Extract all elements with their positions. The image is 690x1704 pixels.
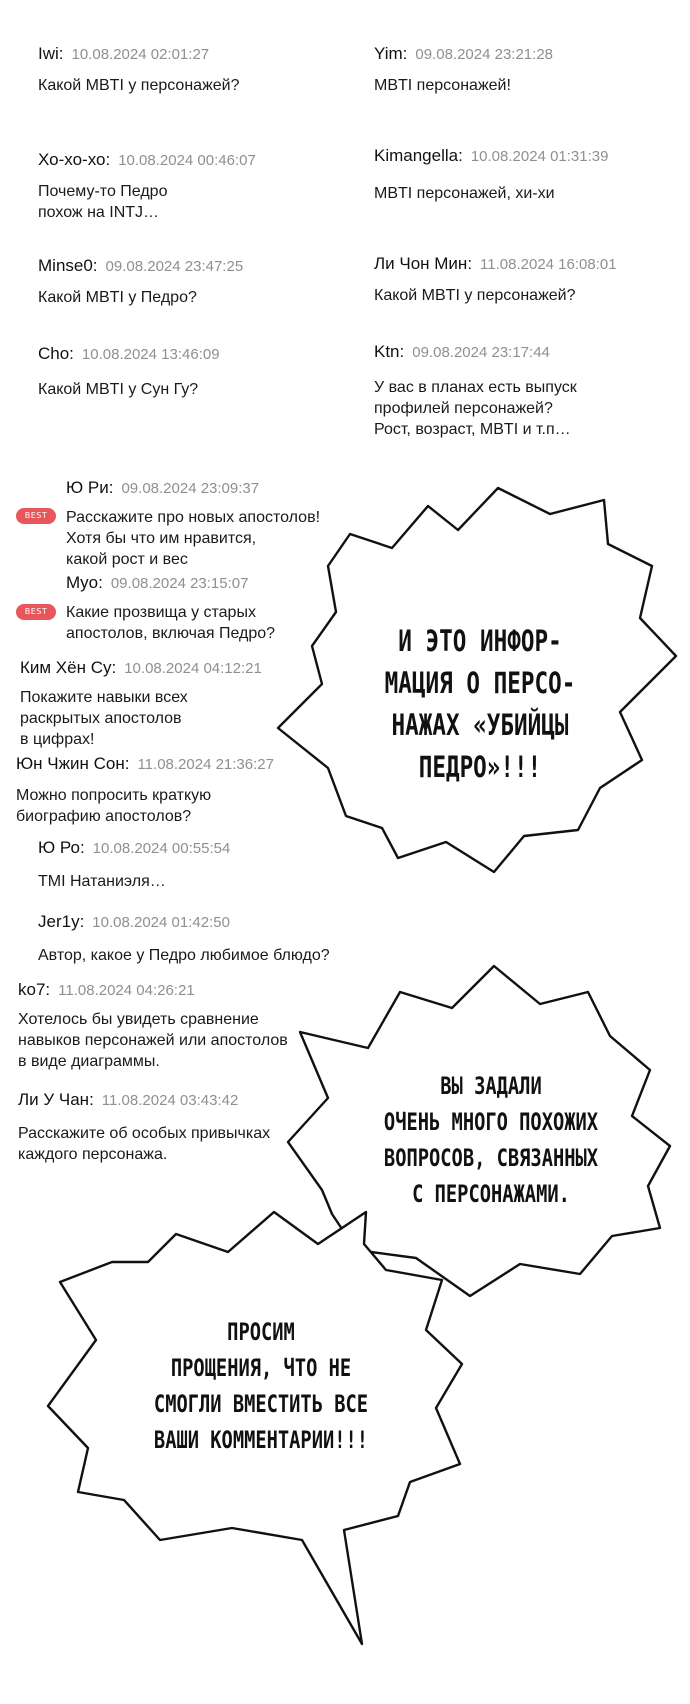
- comment-text: Автор, какое у Педро любимое блюдо?: [38, 947, 330, 964]
- comment-username: Yim:: [374, 44, 408, 63]
- comment: [38, 256, 243, 308]
- comment-username: Хо-хо-хо:: [38, 150, 111, 169]
- comment-text: Какой MBTI у Педро?: [38, 289, 197, 306]
- comment-text: Покажите навыки всех раскрытых апостолов в цифрах!: [20, 689, 188, 748]
- comment-username: Ю Ро:: [38, 838, 85, 857]
- comment-date: 11.08.2024 04:26:21: [58, 982, 195, 999]
- comment-username: Iwi:: [38, 44, 64, 63]
- comment: [374, 146, 608, 204]
- comment-date: 10.08.2024 02:01:27: [71, 46, 210, 63]
- comment-text: Какие прозвища у старых апостолов, включая Педро?: [66, 604, 276, 642]
- comment: [66, 478, 320, 570]
- comment-text: TMI Натаниэля…: [38, 873, 166, 890]
- comment-text: Расскажите об особых привычках каждого персонажа.: [18, 1125, 271, 1163]
- comment-date: 10.08.2024 01:31:39: [470, 148, 609, 165]
- comment-username: Myo:: [66, 573, 103, 592]
- comment: [18, 980, 288, 1072]
- comment-username: Юн Чжин Сон:: [16, 754, 130, 773]
- comment-text: Какой MBTI у персонажей?: [374, 287, 576, 304]
- comment-text: MBTI персонажей, хи-хи: [374, 185, 555, 202]
- comment-text: Расскажите про новых апостолов! Хотя бы что им нравится, какой рост и вес: [66, 509, 321, 568]
- comment: [374, 254, 617, 306]
- speech-bubble-1-text: И ЭТО ИНФОР- МАЦИЯ О ПЕРСО- НАЖАХ «УБИЙЦЫ ПЕДРО»!!!: [384, 624, 576, 784]
- comment-username: Ktn:: [374, 342, 405, 361]
- comment-username: Ким Хён Су:: [20, 658, 117, 677]
- best-badge: BEST: [16, 508, 56, 524]
- comment-date: 11.08.2024 03:43:42: [101, 1092, 239, 1109]
- comment: [38, 838, 230, 892]
- comment-date: 09.08.2024 23:21:28: [415, 46, 554, 63]
- comment-date: 10.08.2024 01:42:50: [92, 914, 230, 931]
- comment-date: 10.08.2024 13:46:09: [81, 346, 220, 363]
- comment-username: Ли У Чан:: [18, 1090, 94, 1109]
- comment-date: 10.08.2024 00:55:54: [92, 840, 231, 857]
- comment-date: 11.08.2024 16:08:01: [480, 256, 617, 273]
- comment-text: Какой MBTI у персонажей?: [38, 77, 240, 94]
- comment-username: Jer1y:: [38, 912, 85, 931]
- comment: [38, 344, 220, 400]
- comment-username: Ли Чон Мин:: [374, 254, 473, 273]
- comment-text: MBTI персонажей!: [374, 77, 511, 94]
- comment: [18, 1090, 270, 1165]
- comment-date: 10.08.2024 00:46:07: [118, 152, 256, 169]
- best-badge: BEST: [16, 604, 56, 620]
- comment-text: Можно попросить краткую биографию апостолов?: [16, 787, 212, 825]
- comment: [38, 912, 330, 966]
- comment-date: 09.08.2024 23:47:25: [105, 258, 244, 275]
- comment-date: 09.08.2024 23:17:44: [412, 344, 550, 361]
- comment: [374, 44, 553, 96]
- comment-text: У вас в планах есть выпуск профилей персонажей? Рост, возраст, MBTI и т.п…: [374, 379, 577, 438]
- comment-username: Ю Ри:: [66, 478, 114, 497]
- comment-username: Cho:: [38, 344, 74, 363]
- comment-date: 09.08.2024 23:15:07: [110, 575, 249, 592]
- comment: [16, 754, 274, 827]
- comment-username: Minse0:: [38, 256, 98, 275]
- comment-date: 11.08.2024 21:36:27: [137, 756, 274, 773]
- comment-date: 09.08.2024 23:09:37: [121, 480, 260, 497]
- comment-text: Какой MBTI у Сун Гу?: [38, 381, 199, 398]
- comment: [38, 150, 256, 223]
- comment: [20, 658, 262, 750]
- comment-username: ko7:: [18, 980, 51, 999]
- comment-text: Хотелось бы увидеть сравнение навыков персонажей или апостолов в виде диаграммы.: [18, 1011, 288, 1070]
- comment-date: 10.08.2024 04:12:21: [124, 660, 262, 677]
- comment-username: Kimangella:: [374, 146, 463, 165]
- comment-text: Почему-то Педро похож на INTJ…: [38, 183, 168, 221]
- comment: [38, 44, 240, 96]
- speech-bubble-2-text: ВЫ ЗАДАЛИ ОЧЕНЬ МНОГО ПОХОЖИХ ВОПРОСОВ, СВЯЗАННЫХ С ПЕРСОНАЖАМИ.: [383, 1072, 599, 1208]
- comment: [66, 573, 275, 644]
- comment: [374, 342, 577, 440]
- speech-bubble-3-text: ПРОСИМ ПРОЩЕНИЯ, ЧТО НЕ СМОГЛИ ВМЕСТИТЬ ВСЕ ВАШИ КОММЕНТАРИИ!!!: [153, 1318, 369, 1454]
